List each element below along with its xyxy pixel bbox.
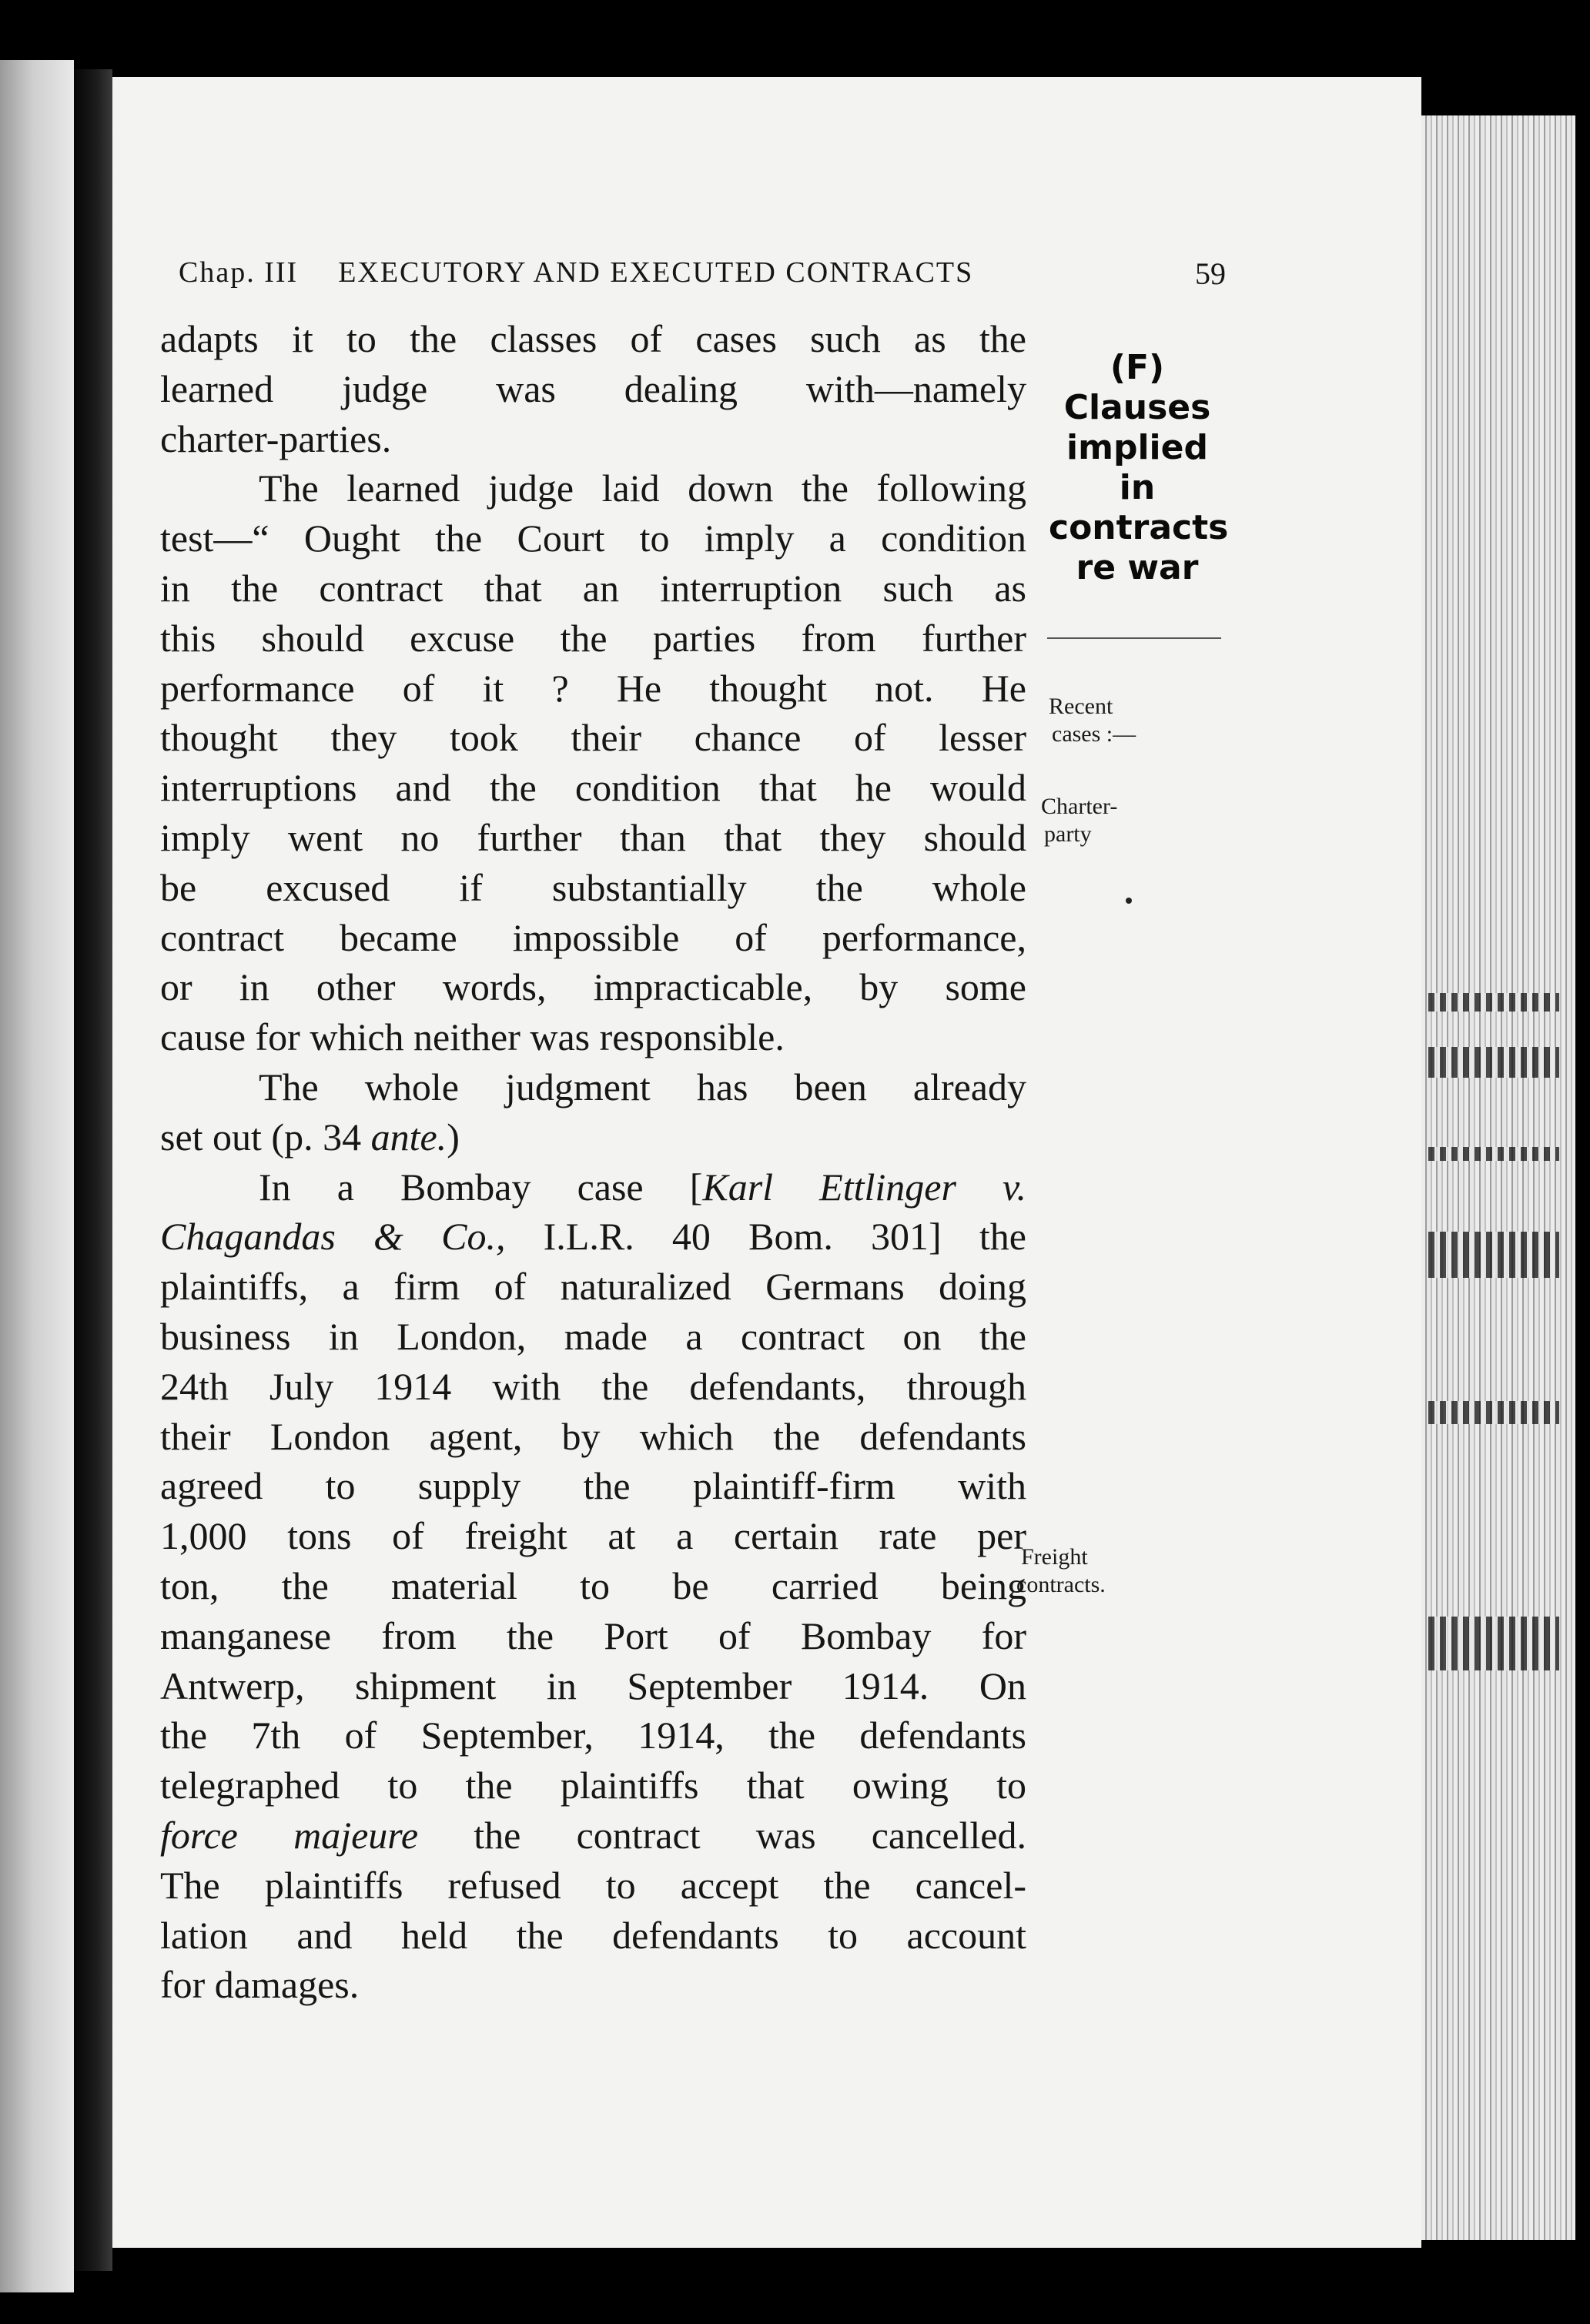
paragraph	[160, 1162, 1026, 2011]
text-line: plaintiffs, a firm of naturalized Germans doing	[160, 1265, 1026, 1309]
margin-heading-line: (F)	[1110, 348, 1165, 387]
margin-heading	[1049, 348, 1229, 588]
text-run: )	[447, 1115, 460, 1159]
text-line: telegraphed to the plaintiffs that owing to	[160, 1764, 1026, 1807]
edge-mark	[1428, 993, 1559, 1012]
text-line: Antwerp, shipment in September 1914. On	[160, 1664, 1026, 1707]
text-line: business in London, made a contract on the	[160, 1314, 1026, 1358]
paragraph	[160, 314, 1026, 463]
text-line: interruptions and the condition that he would	[160, 766, 1026, 810]
chapter-label: Chap. III	[179, 256, 299, 289]
page-block-edges	[1421, 115, 1575, 2240]
text-line: or in other words, impracticable, by some	[160, 965, 1026, 1009]
text-run: In a Bombay case [	[259, 1165, 703, 1209]
side-note-line: Charter-	[1041, 794, 1118, 819]
edge-mark	[1428, 1047, 1559, 1078]
text-line: adapts it to the classes of cases such as the	[160, 317, 1026, 360]
text-line: for damages.	[160, 1963, 360, 2007]
side-note-line: party	[1044, 821, 1092, 847]
edge-mark	[1428, 1232, 1559, 1278]
text-line: performance of it ? He thought not. He	[160, 666, 1026, 710]
side-note-recent-cases	[1049, 693, 1136, 748]
text-line: charter-parties.	[160, 416, 392, 460]
margin-heading-line: re war	[1076, 548, 1199, 587]
text-line: be excused if substantially the whole	[160, 865, 1026, 909]
text-line: 1,000 tons of freight at a certain rate per	[160, 1514, 1026, 1558]
case-name: Karl Ettlinger v.	[702, 1165, 1026, 1209]
edge-mark	[1428, 1617, 1559, 1670]
facing-page-edge	[0, 60, 74, 2292]
text-line: The learned judge laid down the following	[259, 466, 1026, 510]
text-line: the 7th of September, 1914, the defendants	[160, 1714, 1026, 1757]
text-line: cause for which neither was responsible.	[160, 1015, 785, 1059]
running-title: EXECUTORY AND EXECUTED CONTRACTS	[338, 256, 974, 289]
margin-heading-line: implied	[1066, 428, 1208, 467]
text-line: their London agent, by which the defendants	[160, 1414, 1026, 1458]
body-text	[160, 314, 1026, 2010]
edge-mark	[1428, 1401, 1559, 1424]
case-name: Chagandas & Co.,	[160, 1215, 506, 1259]
running-head	[179, 256, 1241, 289]
text-line	[160, 1112, 1026, 1162]
page-number: 59	[1195, 256, 1226, 291]
text-line	[160, 1162, 1026, 1212]
margin-rule	[1047, 637, 1221, 639]
text-line: manganese from the Port of Bombay for	[160, 1613, 1026, 1657]
text-line: The whole judgment has been already	[259, 1065, 1026, 1108]
margin-heading-line: in	[1119, 468, 1156, 507]
paragraph	[160, 1062, 1026, 1162]
text-line: test—“ Ought the Court to imply a condition	[160, 517, 1026, 560]
margin-heading-line: contracts	[1049, 508, 1229, 547]
citation: I.L.R. 40 Bom. 301] the	[505, 1215, 1026, 1259]
text-line	[160, 1212, 1026, 1262]
side-note-line: Recent	[1049, 694, 1113, 719]
text-line: this should excuse the parties from further	[160, 616, 1026, 660]
text-line: thought they took their chance of lesser	[160, 716, 1026, 760]
text-line: in the contract that an interruption such as	[160, 566, 1026, 610]
side-note-charter-party	[1041, 793, 1117, 848]
margin-heading-line: Clauses	[1063, 388, 1211, 427]
ink-speck	[1126, 898, 1132, 904]
text-line: ton, the material to be carried being	[160, 1563, 1026, 1607]
text-run: set out (p. 34	[160, 1115, 362, 1159]
side-note-line: Freight	[1021, 1544, 1088, 1570]
text-line: contract became impossible of performance,	[160, 915, 1026, 959]
side-note-line: contracts.	[1016, 1572, 1106, 1597]
text-run: the contract was cancelled.	[418, 1813, 1026, 1857]
side-note-freight-contracts	[1016, 1543, 1106, 1599]
text-line: 24th July 1914 with the defendants, through	[160, 1364, 1026, 1408]
edge-mark	[1428, 1147, 1559, 1161]
side-note-line: cases :—	[1052, 721, 1136, 747]
text-line: learned judge was dealing with—namely	[160, 366, 1026, 410]
paragraph	[160, 463, 1026, 1062]
text-line: lation and held the defendants to account	[160, 1913, 1026, 1957]
text-line	[160, 1811, 1026, 1861]
text-line: imply went no further than that they should	[160, 815, 1026, 859]
italic-phrase: force majeure	[160, 1813, 419, 1857]
ante-reference: ante.	[370, 1115, 447, 1159]
text-line: agreed to supply the plaintiff-firm with	[160, 1464, 1026, 1508]
book-gutter	[74, 69, 112, 2271]
text-line: The plaintiffs refused to accept the cancel-	[160, 1863, 1026, 1907]
